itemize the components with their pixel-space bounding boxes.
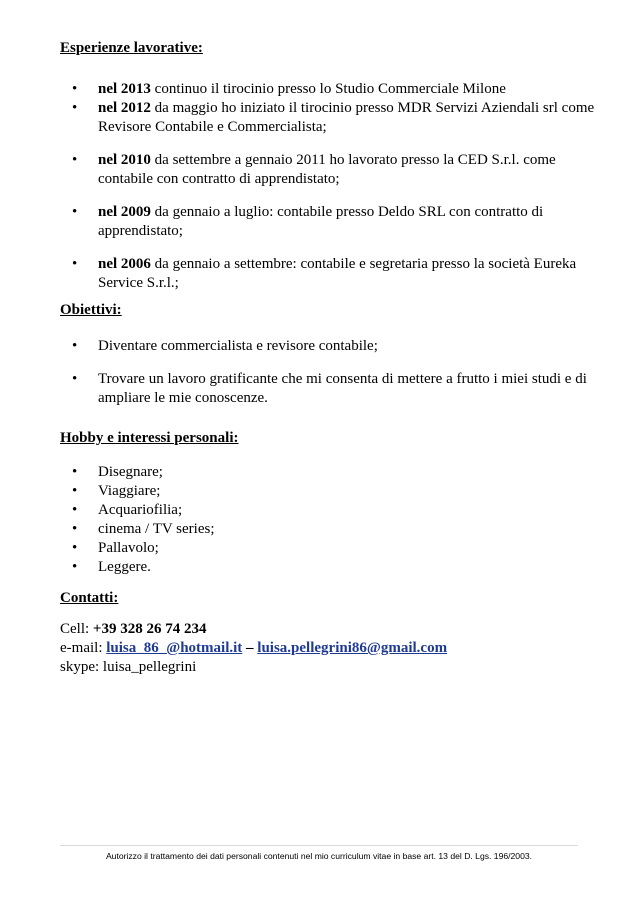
experience-year: nel 2006 bbox=[98, 256, 151, 272]
email-link-hotmail[interactable]: luisa_86_@hotmail.it bbox=[106, 640, 243, 656]
bullet-icon: • bbox=[72, 256, 78, 272]
list-item bbox=[60, 463, 600, 482]
bullet-icon: • bbox=[72, 521, 78, 537]
goal-text: Trovare un lavoro gratificante che mi consenta di mettere a frutto i miei studi e di ampliare le mie conoscenze. bbox=[98, 371, 587, 406]
cell-line bbox=[60, 620, 206, 639]
experience-text: da maggio ho iniziato il tirocinio presso MDR Servizi Aziendali srl come Revisore Contabile e Commercialista; bbox=[98, 100, 595, 135]
skype-label: skype: bbox=[60, 659, 103, 675]
list-item bbox=[60, 80, 600, 99]
experience-year: nel 2012 bbox=[98, 100, 151, 116]
contacts-heading: Contatti: bbox=[60, 590, 119, 606]
bullet-icon: • bbox=[72, 338, 78, 354]
list-item bbox=[60, 501, 600, 520]
list-item bbox=[60, 151, 600, 189]
bullet-icon: • bbox=[72, 204, 78, 220]
experience-text: continuo il tirocinio presso lo Studio Commerciale Milone bbox=[150, 81, 506, 97]
email-link-gmail[interactable]: luisa.pellegrini86@gmail.com bbox=[257, 640, 448, 656]
bullet-icon: • bbox=[72, 502, 78, 518]
goal-text: Diventare commercialista e revisore contabile; bbox=[98, 338, 378, 354]
privacy-footer: Autorizzo il trattamento dei dati personali contenuti nel mio curriculum vitae in base art. 13 del D. Lgs. 196/2003. bbox=[105, 851, 533, 861]
experience-year: nel 2009 bbox=[98, 204, 151, 220]
experience-year: nel 2013 bbox=[98, 81, 151, 97]
email-separator: – bbox=[242, 640, 258, 656]
experience-text: da gennaio a settembre: contabile e segretaria presso la società Eureka Service S.r.l.; bbox=[98, 256, 577, 291]
footer-divider bbox=[60, 845, 578, 846]
email-line bbox=[60, 639, 447, 658]
hobby-text: Viaggiare; bbox=[98, 483, 161, 499]
list-item bbox=[60, 482, 600, 501]
list-item bbox=[60, 520, 600, 539]
bullet-icon: • bbox=[72, 464, 78, 480]
email-label: e-mail: bbox=[60, 640, 107, 656]
hobby-text: Leggere. bbox=[98, 559, 151, 575]
skype-line bbox=[60, 658, 196, 677]
goals-heading: Obiettivi: bbox=[60, 302, 122, 318]
list-item bbox=[60, 539, 600, 558]
experience-text: da settembre a gennaio 2011 ho lavorato presso la CED S.r.l. come contabile con contratto di apprendistato; bbox=[98, 152, 556, 187]
bullet-icon: • bbox=[72, 483, 78, 499]
list-item bbox=[60, 558, 600, 577]
bullet-icon: • bbox=[72, 559, 78, 575]
experience-text: da gennaio a luglio: contabile presso Deldo SRL con contratto di apprendistato; bbox=[98, 204, 544, 239]
list-item bbox=[60, 255, 600, 293]
bullet-icon: • bbox=[72, 100, 78, 116]
hobbies-heading: Hobby e interessi personali: bbox=[60, 430, 239, 446]
experience-heading: Esperienze lavorative: bbox=[60, 40, 203, 56]
skype-value: luisa_pellegrini bbox=[102, 659, 197, 675]
cell-value: +39 328 26 74 234 bbox=[92, 621, 207, 637]
goals-list bbox=[60, 337, 600, 408]
hobby-text: Disegnare; bbox=[98, 464, 163, 480]
hobbies-list bbox=[60, 463, 600, 577]
list-item bbox=[60, 203, 600, 241]
cell-label: Cell: bbox=[60, 621, 93, 637]
list-item bbox=[60, 370, 600, 408]
bullet-icon: • bbox=[72, 81, 78, 97]
hobby-text: Pallavolo; bbox=[98, 540, 159, 556]
bullet-icon: • bbox=[72, 371, 78, 387]
hobby-text: Acquariofilia; bbox=[98, 502, 183, 518]
experience-list bbox=[60, 80, 600, 293]
list-item bbox=[60, 99, 600, 137]
bullet-icon: • bbox=[72, 540, 78, 556]
experience-year: nel 2010 bbox=[98, 152, 151, 168]
bullet-icon: • bbox=[72, 152, 78, 168]
list-item bbox=[60, 337, 600, 356]
hobby-text: cinema / TV series; bbox=[98, 521, 215, 537]
